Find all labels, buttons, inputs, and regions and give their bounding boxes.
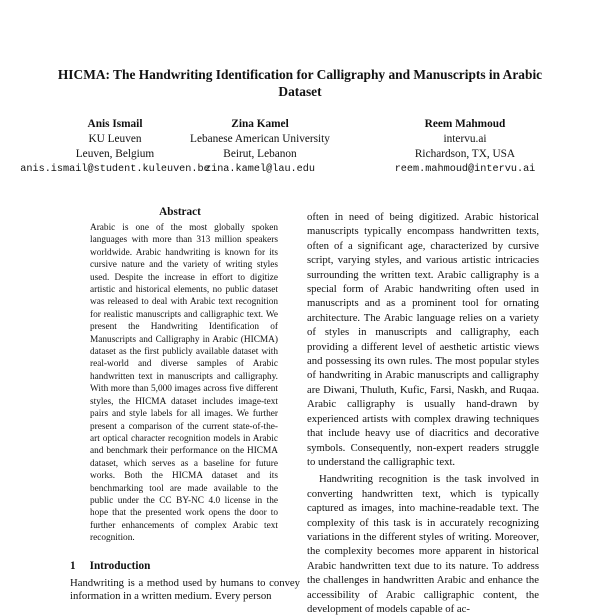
author-2 [160, 117, 360, 177]
paragraph: Handwriting recognition is the task involved in converting handwritten text, which is typically captured as images, into machine-readable text. The complexity of this task is in accurately recognizing variations in the different styles of writing. Moreover, the complexity becomes more apparent in historical Arabic handwritten text due to its nature. To address the challenges in handwritten Arabic and enhance the accessibility of Arabic calligraphic content, the development of models capable of ac- [307, 473, 539, 615]
author-email[interactable]: zina.kamel@lau.edu [204, 164, 316, 175]
author-location: Beirut, Lebanon [223, 148, 297, 160]
author-affiliation: intervu.ai [443, 133, 487, 145]
paragraph: often in need of being digitized. Arabic historical manuscripts typically encompass handwritten texts, often of a significant age, characterized by cursive script, varying styles, and various artistic intricacies surrounding the written text. Arabic calligraphy is a special form of Arabic handwriting often used in manuscripts and as a prominent tool for ornating architecture. The Arabic language relies on a variety of styles in manuscripts and calligraphy, each providing a different level of aesthetic artistic views and possessing its own rules. The most popular styles of handwriting in Arabic manuscripts and calligraphy are Diwani, Thuluth, Kufic, Farsi, Naskh, and Ruqaa. Arabic calligraphy is usually hand-drawn by experienced artists with complex drawing techniques that include heavy use of diacritics and decorative symbols. Consequently, non-expert readers struggle to understand the calligraphic text. [307, 211, 539, 468]
author-3 [365, 117, 565, 177]
author-affiliation: Lebanese American University [190, 133, 330, 145]
author-affiliation: KU Leuven [88, 133, 142, 145]
left-column-body: Handwriting is a method used by humans to convey information in a written medium. Every person [70, 577, 300, 603]
paper-title: HICMA: The Handwriting Identification for Calligraphy and Manuscripts in Arabic Dataset [57, 67, 543, 99]
section-heading [70, 560, 150, 572]
author-location: Richardson, TX, USA [414, 148, 516, 160]
author-email[interactable]: reem.mahmoud@intervu.ai [394, 164, 536, 175]
abstract-text: Arabic is one of the most globally spoken languages with more than 313 million speakers worldwide. Arabic handwriting is known for its cursive nature and the variety of writing styles used. Despite the increase in effort to digitize artistic and historical elements, no public dataset was released to deal with Arabic text recognition for realistic manuscripts and calligraphic text. We present the Handwriting Identification of Manuscripts and Calligraphy in Arabic (HICMA) dataset as the first publicly available dataset with real-world and diverse samples of Arabic handwritten text in manuscripts and calligraphy. With more than 5,000 images across five different styles, the HICMA dataset includes image-text pairs and style labels for all images. We further present a comparison of the current state-of-the-art optical character recognition models in Arabic and benchmark their performance on the HICMA dataset, which serves as a baseline for future works. Both the HICMA dataset and its benchmarking tool are made available to the public under the CC BY-NC 4.0 license in the hope that the presented work opens the door to further enhancements of complex Arabic text recognition. [90, 223, 278, 544]
author-name: Anis Ismail [87, 118, 143, 130]
right-column [307, 210, 539, 616]
section-number: 1 [70, 560, 76, 572]
section-title: Introduction [89, 560, 151, 572]
author-location: Leuven, Belgium [75, 148, 155, 160]
author-email[interactable]: anis.ismail@student.kuleuven.be [20, 164, 210, 175]
author-name: Reem Mahmoud [424, 118, 506, 130]
author-name: Zina Kamel [231, 118, 289, 130]
author-block [20, 117, 540, 177]
abstract-heading: Abstract [159, 206, 201, 218]
